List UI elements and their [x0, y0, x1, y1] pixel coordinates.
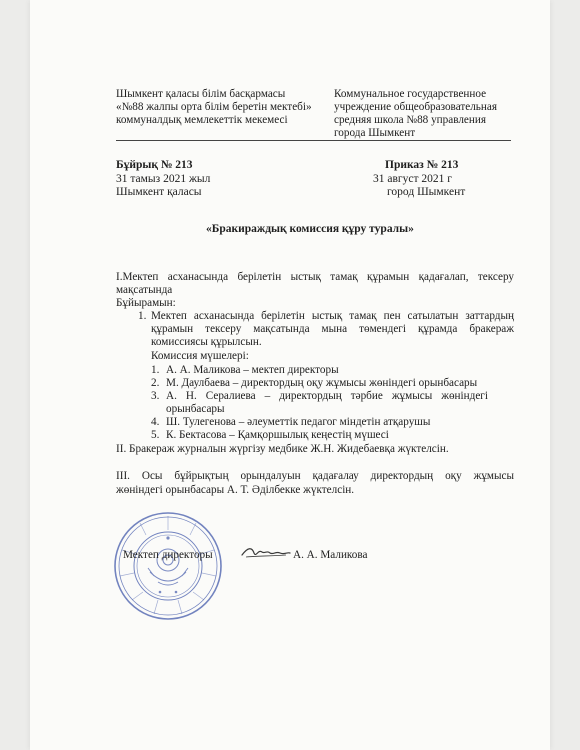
- handwritten-signature: [240, 543, 292, 563]
- member-1-text: А. А. Маликова – мектеп директоры: [166, 364, 339, 376]
- header-left: [116, 88, 312, 127]
- member-2-text: М. Даулбаева – директордың оқу жұмысы жөніндегі орынбасары: [166, 377, 478, 389]
- section-3-line-2: жөніндегі орынбасары А. Т. Әділбекке жүктелсін.: [116, 484, 355, 496]
- item-1-line-1: Мектеп асханасында берілетін ыстық тамақ пен сатылатын заттардың: [151, 310, 514, 322]
- header-left-line-3: коммуналдық мемлекеттік мекемесі: [116, 114, 288, 126]
- member-3-text: А. Н. Сералиева – директордың тәрбие жұмысы жөніндегі: [166, 390, 488, 402]
- section-3-line-1: III. Осы бұйрықтың орындалуын қадағалау директордың оқу жұмысы: [116, 470, 514, 482]
- member-5-text: К. Бектасова – Қамқоршылық кеңестің мүшесі: [166, 429, 389, 441]
- header-divider: [116, 140, 511, 141]
- member-3-number: 3.: [151, 390, 160, 402]
- decree-word: Бұйырамын:: [116, 297, 176, 309]
- header-left-line-1: Шымкент қаласы білім басқармасы: [116, 88, 286, 100]
- section-2: II. Бракераж журналын жүргізу медбике Ж.Н. Жидебаевқа жүктелсін.: [116, 443, 449, 455]
- header-left-line-2: «№88 жалпы орта білім беретін мектебі»: [116, 101, 312, 113]
- order-ru-title: Приказ № 213: [385, 159, 459, 171]
- official-seal-stamp: [112, 510, 224, 622]
- member-4-number: 4.: [151, 416, 160, 428]
- order-kz-date: 31 тамыз 2021 жыл: [116, 172, 211, 185]
- member-1-number: 1.: [151, 364, 160, 376]
- order-kz-city: Шымкент қаласы: [116, 186, 202, 198]
- document-page: [30, 0, 550, 750]
- member-3-text-cont: орынбасары: [166, 403, 225, 415]
- signature-name: А. А. Маликова: [293, 549, 368, 561]
- member-5-number: 5.: [151, 429, 160, 441]
- signature-role: Мектеп директоры: [123, 549, 213, 561]
- member-4-text: Ш. Тулегенова – әлеуметтік педагог міндетін атқарушы: [166, 416, 431, 428]
- item-1-line-2: құрамын тексеру мақсатында мына төмендегі құрамда бракераж: [151, 323, 514, 335]
- member-2-number: 2.: [151, 377, 160, 389]
- header-right: [334, 88, 497, 140]
- order-ru-city: город Шымкент: [387, 186, 466, 198]
- header-right-line-1: Коммунальное государственное: [334, 88, 487, 100]
- header-right-line-3: средняя школа №88 управления: [334, 114, 487, 126]
- members-label: Комиссия мүшелері:: [151, 350, 249, 362]
- header-right-line-2: учреждение общеобразовательная: [334, 101, 498, 113]
- order-ru: [370, 159, 465, 200]
- intro-line-1: I.Мектеп асханасында берілетін ыстық тамақ құрамын қадағалап, тексеру: [116, 271, 514, 283]
- order-ru-date: 31 август 2021 г: [373, 172, 452, 185]
- order-kz: [116, 159, 210, 200]
- order-kz-title: Бұйрық № 213: [116, 159, 193, 171]
- document-title: «Бракираждық комиссия құру туралы»: [206, 223, 414, 235]
- header-right-line-4: города Шымкент: [334, 127, 416, 139]
- item-1-line-3: комиссиясы құрылсын.: [151, 336, 262, 348]
- intro-line-2: мақсатында: [116, 284, 173, 296]
- item-1-number: 1.: [138, 310, 147, 322]
